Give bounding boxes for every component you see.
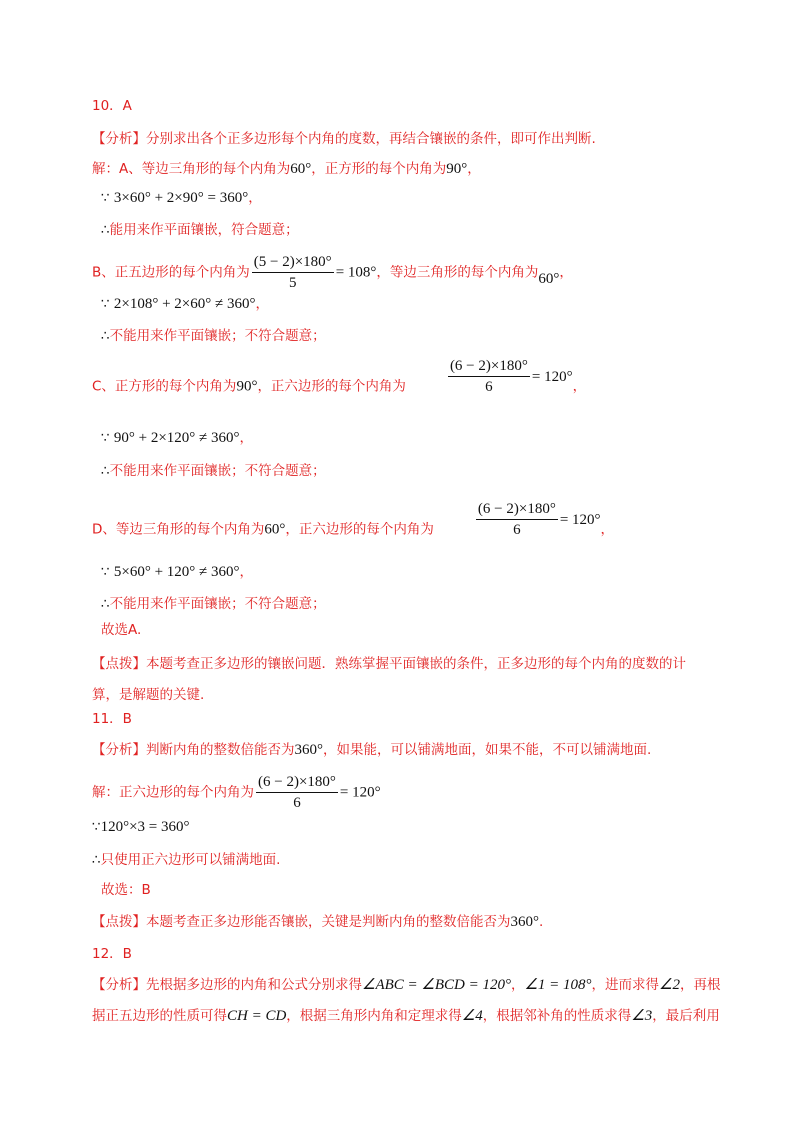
full-angle: 360° (294, 742, 323, 758)
q10-comment: 【点拨】本题考查正多边形的镶嵌问题．熟练掌握平面镶嵌的条件，正多边形的每个内角的度数的计算，是解题的关键. (92, 656, 686, 703)
q10-solution-a (92, 159, 481, 179)
q11-equation (92, 817, 190, 837)
fraction-numerator: (6 − 2)×180° (476, 499, 558, 520)
therefore-symbol: ∴ (101, 463, 110, 479)
q12-analysis-line2 (92, 1006, 720, 1026)
q10-heading: 10．A (92, 98, 132, 114)
therefore-symbol: ∴ (101, 222, 110, 238)
analysis-mid-5: ，最后利用 (652, 1008, 720, 1024)
q11-conclusion (92, 850, 280, 870)
because-symbol: ∵ (101, 430, 110, 446)
analysis-start: 【分析】先根据多边形的内角和公式分别求得 (92, 977, 362, 993)
equation-b: 2×108° + 2×60° ≠ 360° (113, 296, 256, 312)
equation-a: 3×60° + 2×90° = 360° (113, 190, 249, 206)
angle-2: ∠2 (659, 977, 680, 993)
q10-a-conclusion (101, 220, 299, 240)
hexagon-fraction (448, 356, 530, 397)
conclusion-b: 不能用来作平面镶嵌；不符合题意； (109, 328, 326, 344)
full-angle: 360° (510, 914, 539, 930)
q10-analysis: 【分析】分别求出各个正多边形每个内角的度数，再结合镶嵌的条件，即可作出判断. (92, 131, 596, 147)
q10-c-conclusion (101, 461, 326, 481)
analysis-mid-4: ，根据邻补角的性质求得 (482, 1008, 632, 1024)
triangle-angle-b: 60° (538, 270, 560, 287)
because-symbol: ∵ (101, 190, 110, 206)
hexagon-angle: = 120° (559, 511, 601, 528)
comment-end: . (539, 914, 544, 930)
therefore-symbol: ∴ (92, 852, 101, 868)
q10-choice: 故选A. (101, 622, 142, 638)
solution-a-end: ， (467, 161, 481, 177)
triangle-angle: 60° (290, 161, 312, 177)
solution-c-end: ， (572, 378, 587, 395)
hexagon-angle: = 120° (531, 368, 573, 385)
angle-3: ∠3 (631, 1008, 653, 1024)
comma: ， (239, 564, 254, 580)
solution-a-mid: ，正方形的每个内角为 (311, 161, 447, 177)
q10-d-equation (101, 562, 253, 582)
q10-b-conclusion (101, 326, 326, 346)
square-angle-c: 90° (236, 378, 258, 395)
fraction-denominator: 5 (288, 275, 297, 291)
solution-intro: 解：正六边形的每个内角为 (92, 784, 254, 801)
angle-equation-1: ∠ABC = ∠BCD = 120° (362, 977, 511, 993)
q10-solution-c (92, 358, 587, 407)
q10-b-equation (101, 294, 269, 314)
q10-solution-b (92, 252, 573, 293)
hexagon-angle: = 120° (339, 784, 381, 801)
solution-d-end: ， (600, 521, 615, 538)
q11-analysis (92, 740, 651, 760)
fraction-numerator: (6 − 2)×180° (448, 356, 530, 377)
square-angle: 90° (446, 161, 468, 177)
comment-start: 【点拨】本题考查正多边形能否镶嵌，关键是判断内角的整数倍能否为 (92, 914, 511, 930)
comma: ， (239, 430, 254, 446)
analysis-start: 【分析】判断内角的整数倍能否为 (92, 742, 295, 758)
analysis-mid-2a: ，再根 (680, 977, 721, 993)
hexagon-fraction (476, 499, 558, 540)
therefore-symbol: ∴ (101, 596, 110, 612)
solution-d-intro: D、等边三角形的每个内角为 (92, 521, 265, 538)
triangle-angle-d: 60° (264, 521, 286, 538)
separator: ， (510, 977, 525, 993)
fraction-numerator: (6 − 2)×180° (256, 772, 338, 793)
q11-choice: 故选：B (101, 882, 151, 898)
solution-b-end: ， (559, 264, 573, 281)
q10-d-conclusion (101, 594, 326, 614)
hexagon-fraction (256, 772, 338, 813)
segment-equation: CH = CD (227, 1008, 287, 1024)
analysis-mid-1: ，进而求得 (591, 977, 660, 993)
comma: ， (255, 296, 269, 312)
analysis-mid-2b: 据正五边形的性质可得 (92, 1008, 227, 1024)
solution-a-intro: 解：A、等边三角形的每个内角为 (92, 161, 291, 177)
q10-c-equation (101, 428, 253, 448)
because-symbol: ∵ (101, 296, 110, 312)
angle-equation-2: ∠1 = 108° (524, 977, 592, 993)
fraction-denominator: 6 (485, 379, 493, 395)
solution-b-mid: ，等边三角形的每个内角为 (376, 264, 539, 281)
conclusion-c: 不能用来作平面镶嵌；不符合题意； (109, 463, 326, 479)
q10-solution-d (92, 501, 615, 550)
analysis-end: ，如果能，可以铺满地面，如果不能，不可以铺满地面. (323, 742, 652, 758)
conclusion-d: 不能用来作平面镶嵌；不符合题意； (109, 596, 326, 612)
solution-d-mid: ，正六边形的每个内角为 (285, 521, 434, 538)
q11-solution (92, 772, 381, 813)
fraction-denominator: 6 (513, 522, 521, 538)
equation-d: 5×60° + 120° ≠ 360° (113, 564, 240, 580)
q12-analysis-line1 (92, 975, 721, 995)
solution-c-intro: C、正方形的每个内角为 (92, 378, 237, 395)
because-symbol: ∵ (92, 819, 101, 835)
q10-a-equation (101, 188, 262, 208)
pentagon-angle: = 108° (335, 264, 377, 281)
fraction-denominator: 6 (293, 795, 301, 811)
equation: 120°×3 = 360° (100, 819, 190, 835)
solution-b-intro: B、正五边形的每个内角为 (92, 264, 250, 281)
analysis-mid-3: ，根据三角形内角和定理求得 (286, 1008, 462, 1024)
pentagon-fraction (252, 252, 334, 293)
comma: ， (248, 190, 262, 206)
equation-c: 90° + 2×120° ≠ 360° (113, 430, 240, 446)
conclusion-a: 能用来作平面镶嵌，符合题意； (109, 222, 299, 238)
q12-heading: 12．B (92, 946, 132, 962)
because-symbol: ∵ (101, 564, 110, 580)
fraction-numerator: (5 − 2)×180° (252, 252, 334, 273)
q11-comment (92, 912, 543, 932)
solution-c-mid: ，正六边形的每个内角为 (257, 378, 406, 395)
angle-4: ∠4 (461, 1008, 483, 1024)
conclusion: 只使用正六边形可以铺满地面. (100, 852, 281, 868)
q11-heading: 11．B (92, 711, 132, 727)
therefore-symbol: ∴ (101, 328, 110, 344)
